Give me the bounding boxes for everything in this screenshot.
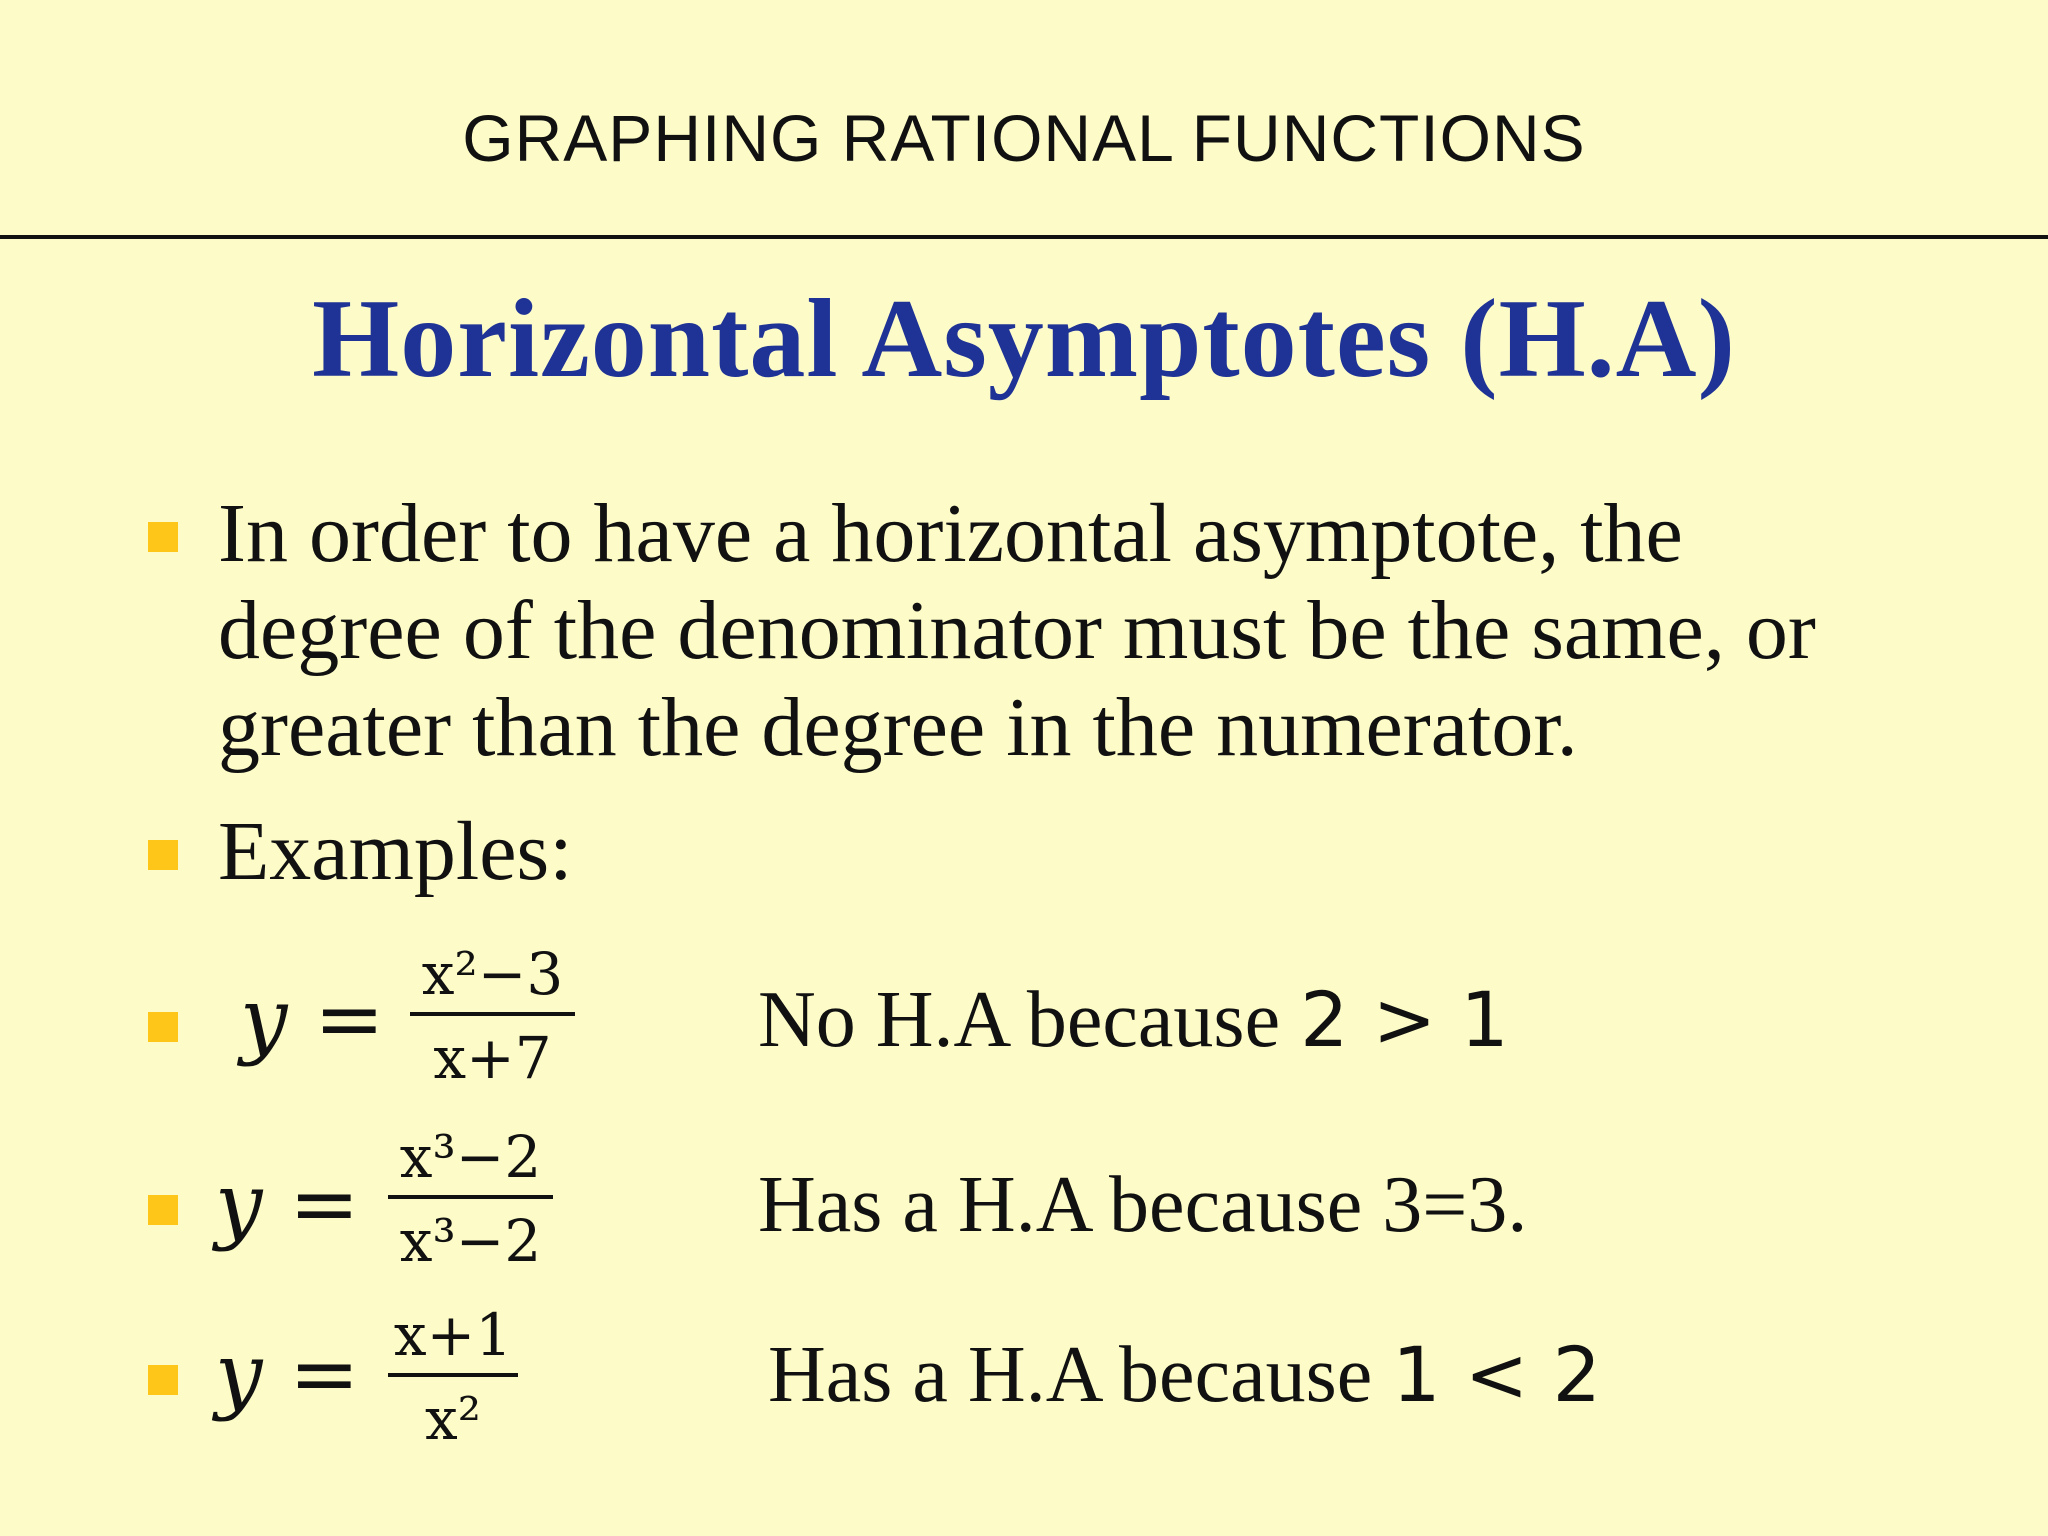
example-3-explanation-text: Has a H.A because xyxy=(768,1331,1393,1419)
example-3-comparison: 1 < 2 xyxy=(1392,1330,1601,1419)
example-1-fraction xyxy=(410,942,575,1090)
example-1-y: y xyxy=(240,970,288,1068)
example-2-numerator: x³−2 xyxy=(399,1123,542,1191)
example-2-y: y xyxy=(215,1155,263,1253)
example-2-explanation xyxy=(758,1160,1527,1251)
slide-title: Horizontal Asymptotes (H.A) xyxy=(312,277,1736,401)
example-3-y: y xyxy=(215,1325,263,1423)
example-2-lhs xyxy=(215,1155,360,1253)
bullet-icon xyxy=(148,522,178,552)
example-1-equals: = xyxy=(314,970,385,1068)
bullet-icon xyxy=(148,840,178,870)
example-3-equals: = xyxy=(289,1325,360,1423)
bullet-1-line-2: degree of the denominator must be the same, or xyxy=(218,584,1816,677)
example-1-explanation-text: No H.A because xyxy=(758,976,1301,1064)
example-1-comparison: 2 > 1 xyxy=(1300,975,1509,1064)
fraction-bar xyxy=(388,1195,553,1199)
example-1-explanation xyxy=(758,975,1509,1066)
bullet-1-line-1: In order to have a horizontal asymptote, the xyxy=(218,487,1683,580)
bullet-2-text: Examples: xyxy=(218,805,573,898)
fraction-bar xyxy=(388,1373,518,1377)
example-1-denominator: x+7 xyxy=(433,1024,552,1092)
bullet-icon xyxy=(148,1012,178,1042)
example-3-lhs xyxy=(215,1325,360,1423)
slide-header: GRAPHING RATIONAL FUNCTIONS xyxy=(462,101,1586,175)
example-2-explanation-text: Has a H.A because 3=3. xyxy=(758,1161,1528,1249)
example-3-denominator: x² xyxy=(425,1385,481,1453)
bullet-icon xyxy=(148,1365,178,1395)
example-2-fraction xyxy=(388,1125,553,1273)
example-3-numerator: x+1 xyxy=(393,1301,513,1369)
fraction-bar xyxy=(410,1012,575,1016)
header-divider xyxy=(0,235,2048,239)
bullet-1-line-3: greater than the degree in the numerator. xyxy=(218,681,1578,774)
bullet-icon xyxy=(148,1195,178,1225)
example-3-fraction xyxy=(388,1303,518,1451)
example-1-numerator: x²−3 xyxy=(421,940,564,1008)
example-2-denominator: x³−2 xyxy=(399,1207,542,1275)
example-3-explanation xyxy=(768,1330,1601,1421)
bullet-1-text xyxy=(218,485,1816,776)
example-2-equals: = xyxy=(289,1155,360,1253)
example-1-lhs xyxy=(240,970,385,1068)
